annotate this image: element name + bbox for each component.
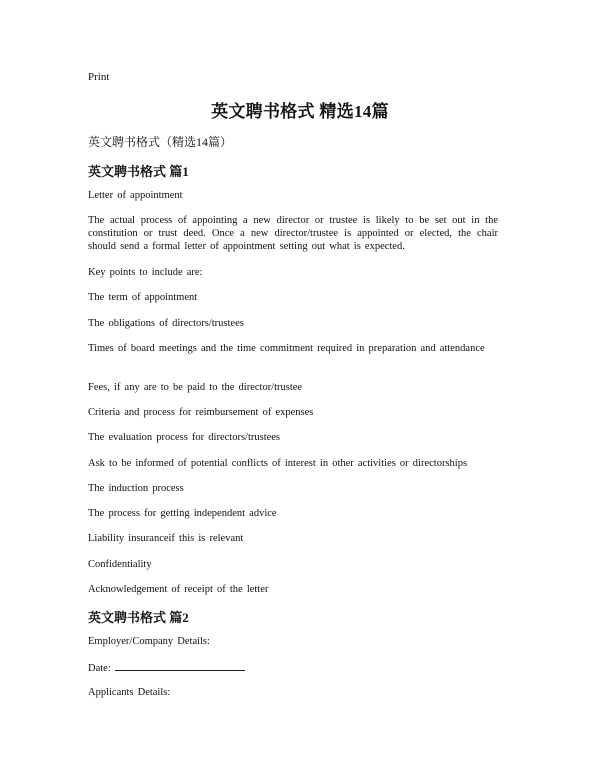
page-title: 英文聘书格式 精选14篇 xyxy=(211,102,389,121)
list-item: The obligations of directors/trustees xyxy=(88,318,244,329)
list-item: The process for getting independent advice xyxy=(88,508,277,519)
list-item: The induction process xyxy=(88,483,184,494)
list-item: Liability insuranceif this is relevant xyxy=(88,533,244,544)
date-label: Date: xyxy=(88,663,111,674)
section-heading-1: 英文聘书格式 篇1 xyxy=(88,164,189,179)
letter-title: Letter of appointment xyxy=(88,190,183,201)
date-blank-field[interactable] xyxy=(115,660,245,671)
date-row xyxy=(88,660,498,675)
list-item: Times of board meetings and the time commitment required in preparation and attendance xyxy=(88,343,485,354)
list-item: Acknowledgement of receipt of the letter xyxy=(88,584,269,595)
list-item: Ask to be informed of potential conflicts of interest in other activities or directorships xyxy=(88,458,468,469)
print-link[interactable]: Print xyxy=(88,71,110,83)
employer-details-label: Employer/Company Details: xyxy=(88,636,210,647)
list-item: Confidentiality xyxy=(88,559,152,570)
section-heading-2: 英文聘书格式 篇2 xyxy=(88,610,189,625)
list-item: The term of appointment xyxy=(88,292,198,303)
list-item: Fees, if any are to be paid to the director/trustee xyxy=(88,382,303,393)
list-item: The evaluation process for directors/trustees xyxy=(88,432,281,443)
list-item: Criteria and process for reimbursement of expenses xyxy=(88,407,314,418)
page-subtitle: 英文聘书格式（精选14篇） xyxy=(88,135,233,149)
key-points-label: Key points to include are: xyxy=(88,267,203,278)
applicants-details-label: Applicants Details: xyxy=(88,687,171,698)
intro-paragraph: The actual process of appointing a new director or trustee is likely to be set out in the constitution or trust deed. Once a new director/trustee is appointed or elected, the chair should send a formal letter of appointment setting out what is expected. xyxy=(88,215,498,252)
